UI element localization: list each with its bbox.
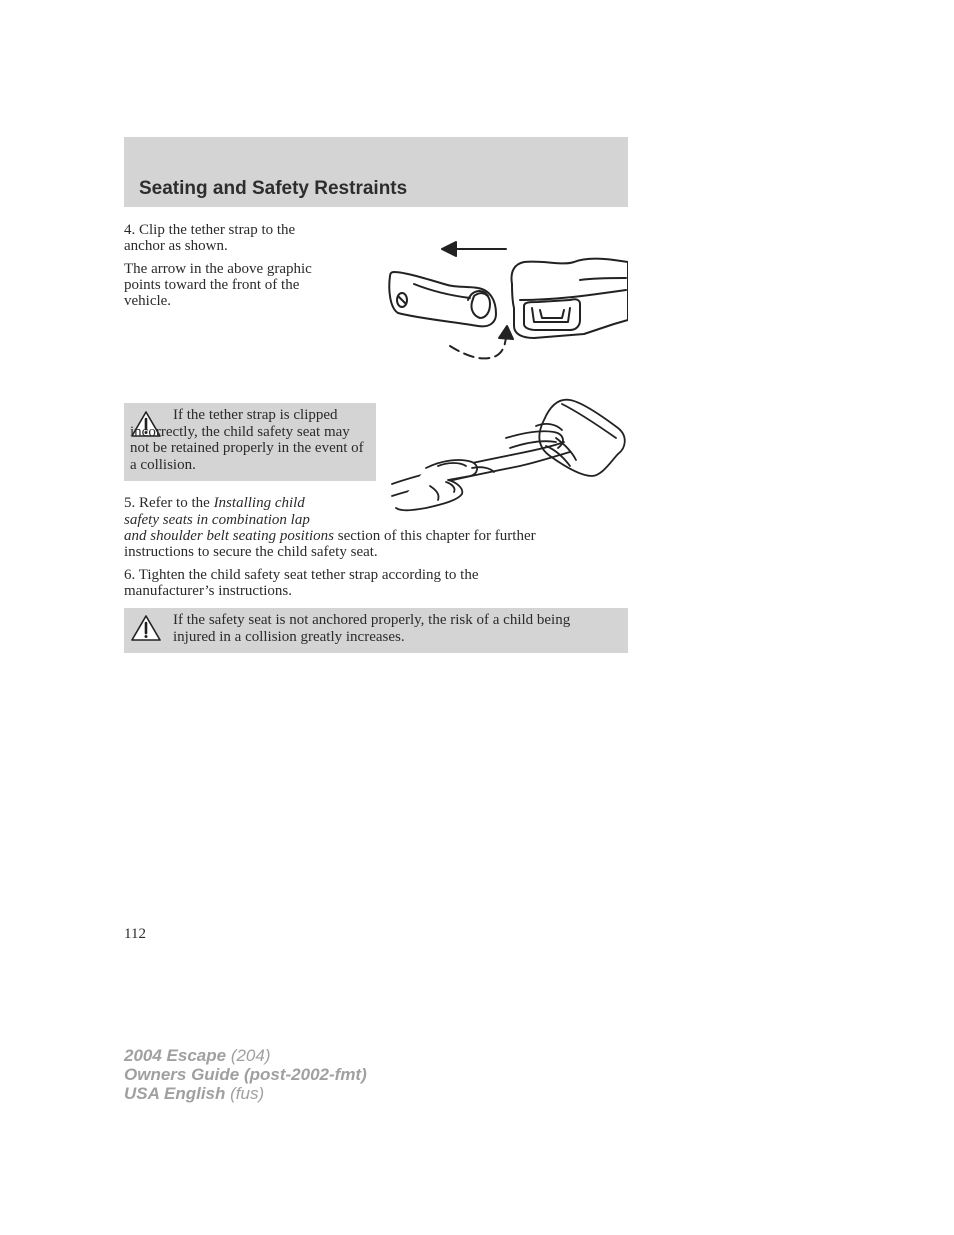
tether-strap-hand-illustration: [386, 396, 628, 516]
section-title: Seating and Safety Restraints: [139, 178, 408, 199]
step-5-ref-line2: safety seats in combination lap: [124, 512, 310, 528]
footer-line-3: USA English (fus): [124, 1084, 265, 1103]
step-4-note: The arrow in the above graphic points toward the front of the vehicle.: [124, 261, 312, 309]
step-5-line1: [124, 495, 354, 511]
step-5-line2: [124, 512, 310, 528]
step-5-line4: instructions to secure the child safety seat.: [124, 544, 378, 560]
step-5-prefix: 5. Refer to the: [124, 495, 214, 511]
step-6-text: 6. Tighten the child safety seat tether strap according to the manufacturer’s instructions.: [124, 567, 479, 599]
footer-line-2: Owners Guide (post-2002-fmt): [124, 1065, 367, 1084]
document-footer: [124, 1046, 367, 1103]
step-5-ref-line1: Installing child: [213, 495, 305, 511]
warning-triangle-icon: [130, 614, 162, 642]
warning-text-anchoring: If the safety seat is not anchored properly, the risk of a child being injured in a collision greatly increases.: [173, 612, 571, 645]
warning-text-tether: If the tether strap is clipped incorrectly, the child safety seat may not be retained properly in the event of a collision.: [130, 407, 364, 473]
tether-clip-illustration: [384, 238, 628, 364]
page-number: 112: [124, 926, 146, 942]
step-5-ref-line3: and shoulder belt seating positions: [124, 528, 334, 544]
footer-line-1: 2004 Escape (204): [124, 1046, 271, 1065]
step-4-text: 4. Clip the tether strap to the anchor as shown.: [124, 222, 296, 254]
step-5-line3: [124, 528, 536, 544]
step-5-suffix: section of this chapter for further: [334, 528, 536, 544]
